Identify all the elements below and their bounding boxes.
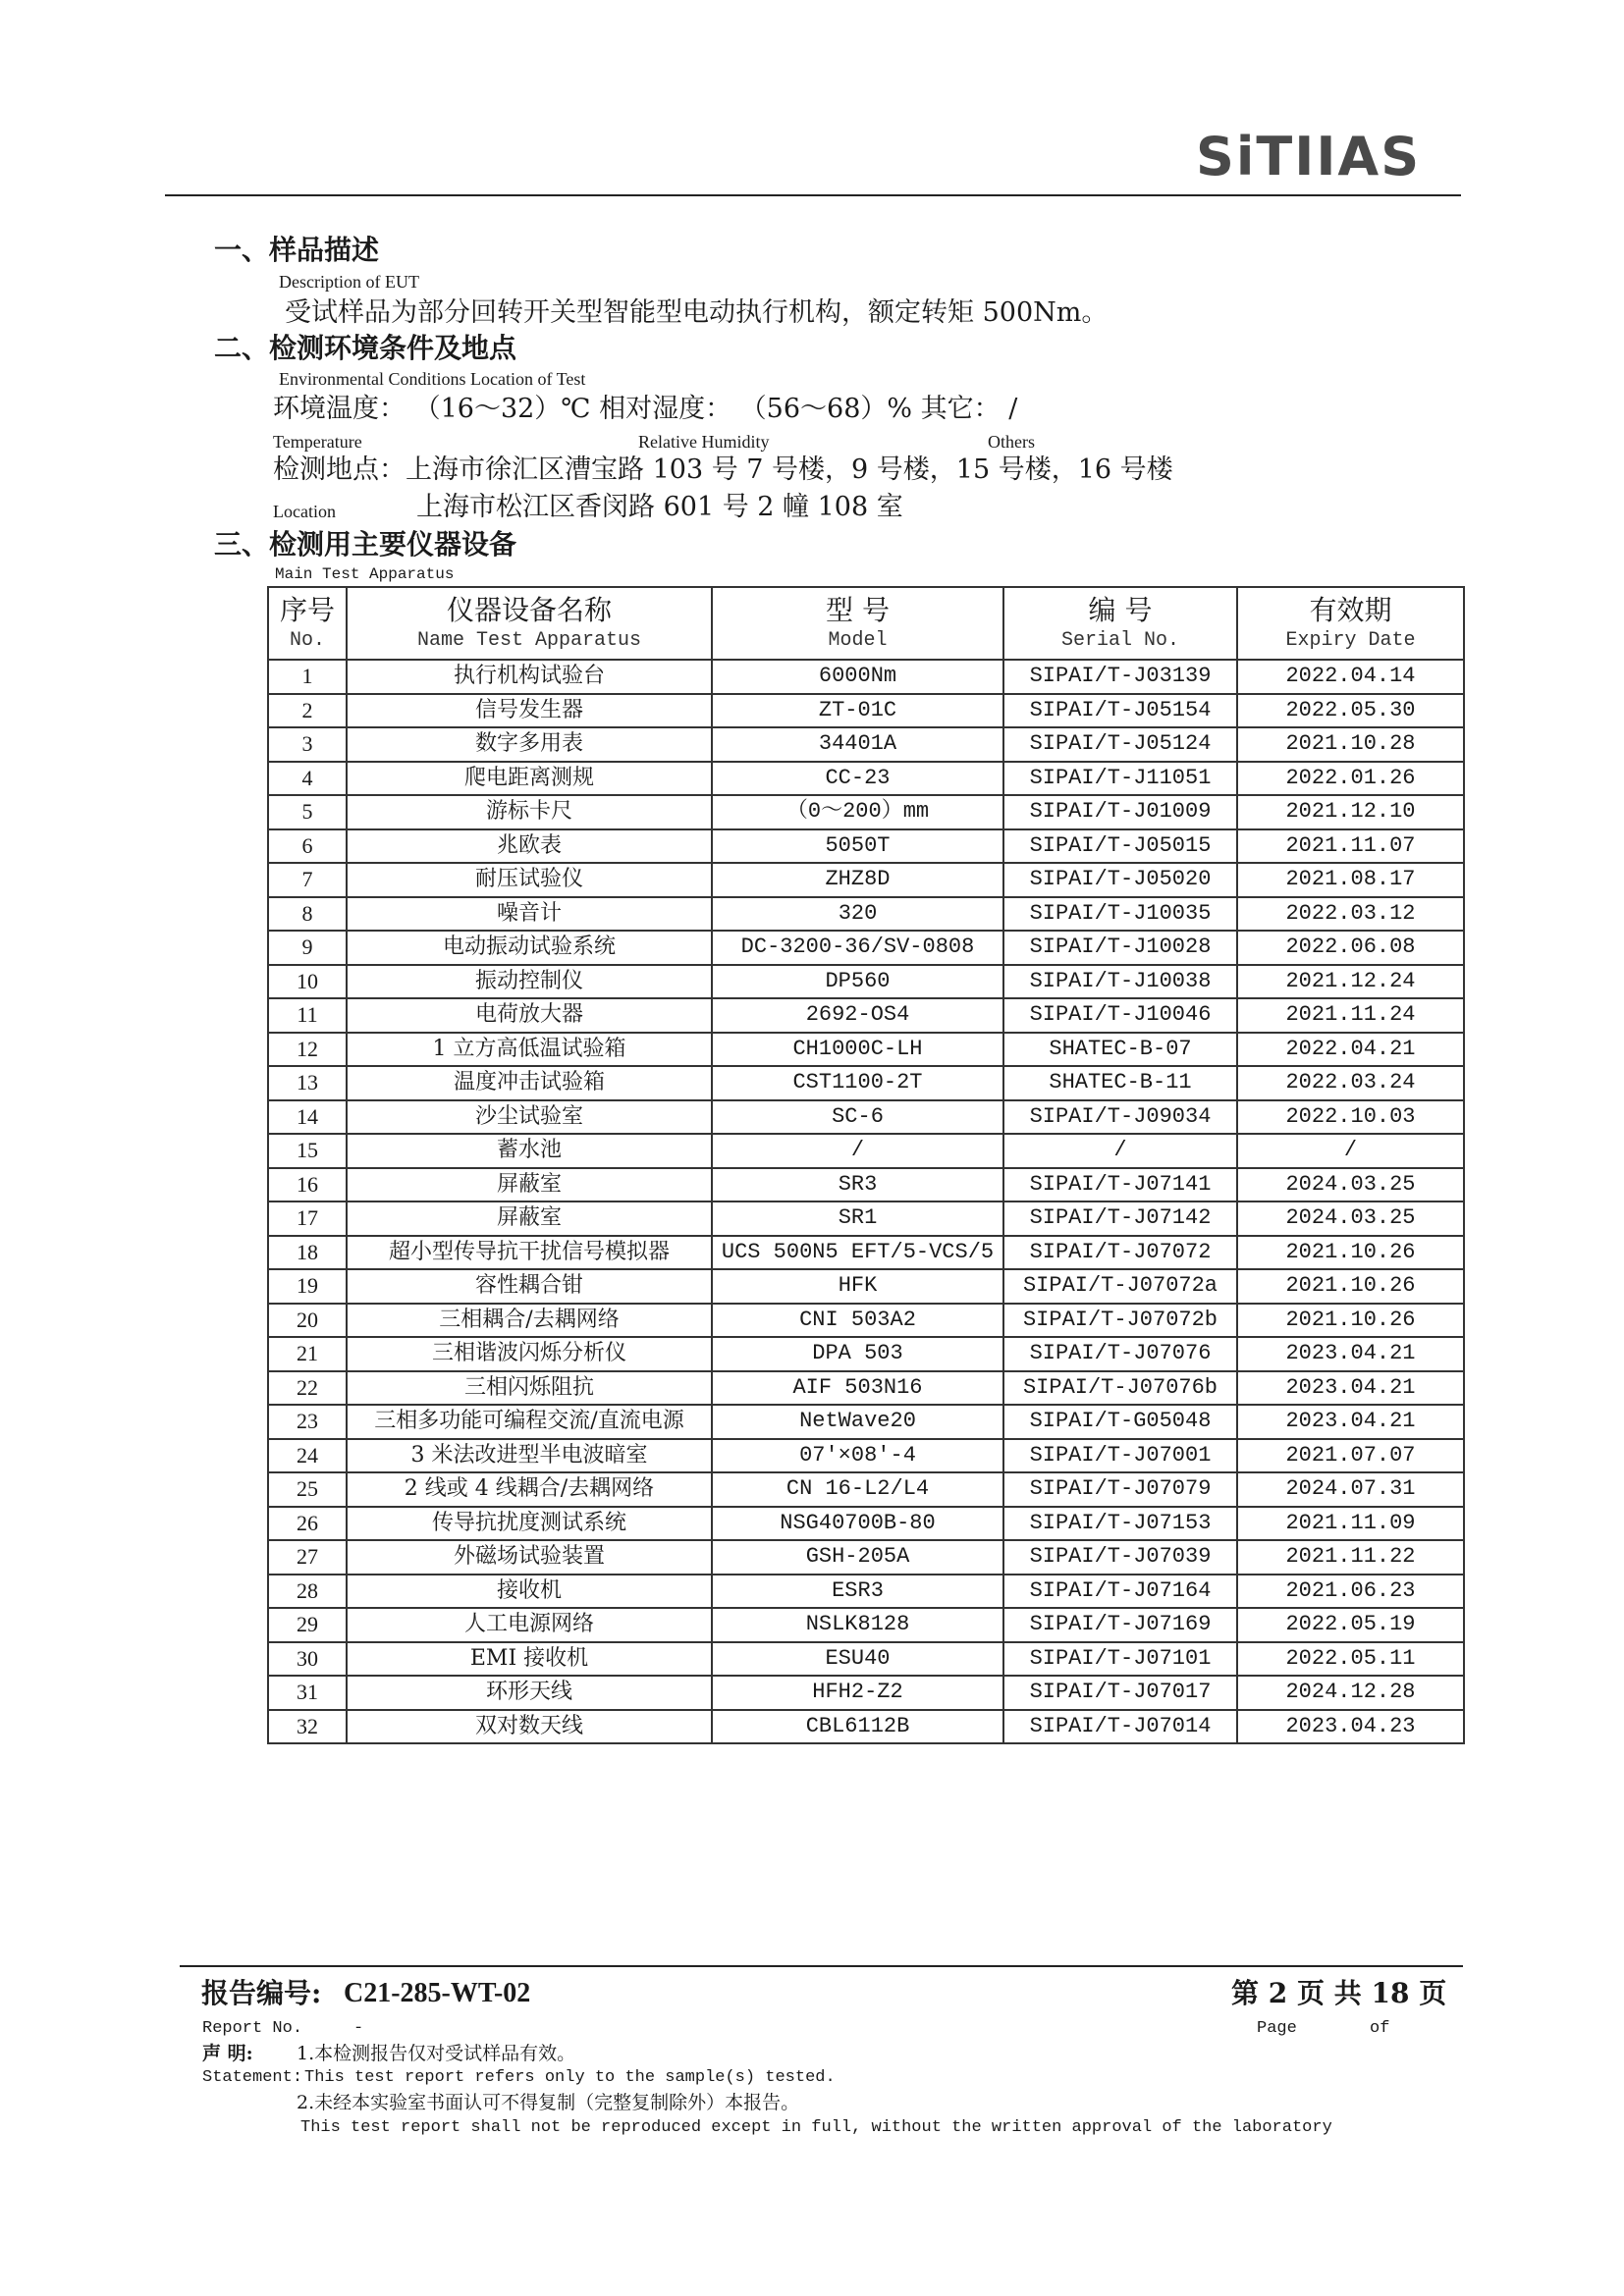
- table-row: [268, 1676, 1464, 1710]
- apparatus-name: 三相耦合/去耦网络: [347, 1304, 712, 1338]
- serial-no: SIPAI/T-J07072: [1003, 1236, 1237, 1270]
- row-no: 21: [268, 1337, 347, 1371]
- statement2-zh: 2.未经本实验室书面认可不得复制（完整复制除外）本报告。: [297, 2092, 800, 2113]
- location-line2: 上海市松江区香闵路 601 号 2 幢 108 室: [416, 492, 903, 522]
- apparatus-name: 接收机: [347, 1575, 712, 1609]
- row-no: 10: [268, 965, 347, 999]
- statement2-en: This test report shall not be reproduced except in full, without the written approval of the laboratory: [300, 2118, 1332, 2137]
- serial-no: SIPAI/T-G05048: [1003, 1405, 1237, 1439]
- humidity-label-en: Relative Humidity: [638, 432, 770, 452]
- serial-no: SIPAI/T-J05124: [1003, 727, 1237, 762]
- apparatus-name: 三相谐波闪烁分析仪: [347, 1337, 712, 1371]
- model: CNI 503A2: [712, 1304, 1003, 1338]
- serial-no: SIPAI/T-J05020: [1003, 863, 1237, 897]
- model: ZT-01C: [712, 694, 1003, 728]
- model: CST1100-2T: [712, 1066, 1003, 1100]
- table-row: [268, 1507, 1464, 1541]
- table-row: [268, 1575, 1464, 1609]
- model: ZHZ8D: [712, 863, 1003, 897]
- apparatus-name: EMI 接收机: [347, 1642, 712, 1677]
- section1-subtitle: Description of EUT: [279, 272, 419, 292]
- serial-no: SIPAI/T-J01009: [1003, 795, 1237, 829]
- table-row: [268, 1168, 1464, 1202]
- serial-no: SIPAI/T-J05154: [1003, 694, 1237, 728]
- expiry-date: 2021.11.22: [1237, 1540, 1464, 1575]
- expiry-date: 2021.11.09: [1237, 1507, 1464, 1541]
- row-no: 13: [268, 1066, 347, 1100]
- expiry-date: 2021.06.23: [1237, 1575, 1464, 1609]
- header-model: 型 号 Model: [712, 587, 1003, 660]
- serial-no: SIPAI/T-J05015: [1003, 829, 1237, 864]
- serial-no: SIPAI/T-J07076: [1003, 1337, 1237, 1371]
- location-label-en: Location: [273, 502, 336, 521]
- expiry-date: 2023.04.21: [1237, 1371, 1464, 1406]
- apparatus-name: 3 米法改进型半电波暗室: [347, 1439, 712, 1473]
- serial-no: SIPAI/T-J10046: [1003, 998, 1237, 1033]
- page-indicator: 第 2 页 共 18 页: [1231, 1977, 1447, 2009]
- table-row: [268, 1201, 1464, 1236]
- table-row: [268, 1642, 1464, 1677]
- page-en: Page: [1257, 2019, 1297, 2038]
- table-row: [268, 1540, 1464, 1575]
- row-no: 31: [268, 1676, 347, 1710]
- serial-no: SIPAI/T-J07039: [1003, 1540, 1237, 1575]
- expiry-date: 2024.03.25: [1237, 1168, 1464, 1202]
- apparatus-name: 爬电距离测规: [347, 762, 712, 796]
- model: /: [712, 1134, 1003, 1168]
- serial-no: SIPAI/T-J07001: [1003, 1439, 1237, 1473]
- report-no: C21-285-WT-02: [344, 1978, 531, 2008]
- row-no: 12: [268, 1033, 347, 1067]
- row-no: 14: [268, 1100, 347, 1135]
- row-no: 9: [268, 931, 347, 965]
- serial-no: SIPAI/T-J07072a: [1003, 1269, 1237, 1304]
- apparatus-name: 超小型传导抗干扰信号模拟器: [347, 1236, 712, 1270]
- apparatus-name: 数字多用表: [347, 727, 712, 762]
- serial-no: SIPAI/T-J07169: [1003, 1608, 1237, 1642]
- table-row: [268, 998, 1464, 1033]
- temperature-label-en: Temperature: [273, 432, 362, 452]
- apparatus-name: 容性耦合钳: [347, 1269, 712, 1304]
- table-row: [268, 1608, 1464, 1642]
- apparatus-name: 三相多功能可编程交流/直流电源: [347, 1405, 712, 1439]
- expiry-date: 2024.07.31: [1237, 1472, 1464, 1507]
- table-row: [268, 1405, 1464, 1439]
- row-no: 5: [268, 795, 347, 829]
- table-row: [268, 1269, 1464, 1304]
- serial-no: SIPAI/T-J07076b: [1003, 1371, 1237, 1406]
- expiry-date: 2021.10.28: [1237, 727, 1464, 762]
- serial-no: SIPAI/T-J10028: [1003, 931, 1237, 965]
- apparatus-name: 游标卡尺: [347, 795, 712, 829]
- expiry-date: 2021.10.26: [1237, 1236, 1464, 1270]
- expiry-date: /: [1237, 1134, 1464, 1168]
- serial-no: SIPAI/T-J07141: [1003, 1168, 1237, 1202]
- section1-title: 一、样品描述: [214, 234, 380, 266]
- row-no: 29: [268, 1608, 347, 1642]
- of-en: of: [1370, 2019, 1390, 2038]
- row-no: 16: [268, 1168, 347, 1202]
- location-line1: 检测地点：上海市徐汇区漕宝路 103 号 7 号楼，9 号楼，15 号楼，16 号楼: [273, 454, 1173, 485]
- table-row: [268, 965, 1464, 999]
- others-label-en: Others: [988, 432, 1035, 452]
- model: 34401A: [712, 727, 1003, 762]
- row-no: 19: [268, 1269, 347, 1304]
- apparatus-name: 电动振动试验系统: [347, 931, 712, 965]
- table-row: [268, 1371, 1464, 1406]
- table-row: [268, 694, 1464, 728]
- row-no: 7: [268, 863, 347, 897]
- model: CN 16-L2/L4: [712, 1472, 1003, 1507]
- statement1-zh: 1.本检测报告仅对受试样品有效。: [297, 2043, 576, 2064]
- row-no: 11: [268, 998, 347, 1033]
- row-no: 18: [268, 1236, 347, 1270]
- expiry-date: 2021.11.07: [1237, 829, 1464, 864]
- row-no: 17: [268, 1201, 347, 1236]
- table-row: [268, 1439, 1464, 1473]
- row-no: 26: [268, 1507, 347, 1541]
- serial-no: SIPAI/T-J11051: [1003, 762, 1237, 796]
- table-row: [268, 660, 1464, 694]
- model: HFH2-Z2: [712, 1676, 1003, 1710]
- expiry-date: 2022.03.12: [1237, 897, 1464, 932]
- model: UCS 500N5 EFT/5-VCS/5: [712, 1236, 1003, 1270]
- model: （0～200）mm: [712, 795, 1003, 829]
- row-no: 27: [268, 1540, 347, 1575]
- model: NSG40700B-80: [712, 1507, 1003, 1541]
- serial-no: SIPAI/T-J07164: [1003, 1575, 1237, 1609]
- serial-no: /: [1003, 1134, 1237, 1168]
- section3-title: 三、检测用主要仪器设备: [214, 528, 517, 561]
- apparatus-name: 传导抗扰度测试系统: [347, 1507, 712, 1541]
- row-no: 20: [268, 1304, 347, 1338]
- serial-no: SIPAI/T-J10038: [1003, 965, 1237, 999]
- header-divider: [165, 194, 1461, 196]
- apparatus-name: 1 立方高低温试验箱: [347, 1033, 712, 1067]
- report-no-en: Report No.: [202, 2019, 303, 2038]
- expiry-date: 2022.03.24: [1237, 1066, 1464, 1100]
- model: CC-23: [712, 762, 1003, 796]
- footer-divider: [180, 1965, 1463, 1967]
- apparatus-name: 外磁场试验装置: [347, 1540, 712, 1575]
- expiry-date: 2022.05.11: [1237, 1642, 1464, 1677]
- model: AIF 503N16: [712, 1371, 1003, 1406]
- expiry-date: 2021.10.26: [1237, 1269, 1464, 1304]
- header-name: 仪器设备名称 Name Test Apparatus: [347, 587, 712, 660]
- statement1-en: This test report refers only to the sample(s) tested.: [304, 2068, 836, 2087]
- table-row: [268, 863, 1464, 897]
- serial-no: SHATEC-B-11: [1003, 1066, 1237, 1100]
- serial-no: SIPAI/T-J07072b: [1003, 1304, 1237, 1338]
- row-no: 24: [268, 1439, 347, 1473]
- row-no: 3: [268, 727, 347, 762]
- model: SC-6: [712, 1100, 1003, 1135]
- apparatus-name: 屏蔽室: [347, 1201, 712, 1236]
- row-no: 30: [268, 1642, 347, 1677]
- environment-line: 环境温度： （16～32）℃ 相对湿度： （56～68）% 其它： /: [273, 394, 1018, 424]
- table-row: [268, 727, 1464, 762]
- serial-no: SIPAI/T-J10035: [1003, 897, 1237, 932]
- apparatus-name: 2 线或 4 线耦合/去耦网络: [347, 1472, 712, 1507]
- apparatus-name: 屏蔽室: [347, 1168, 712, 1202]
- serial-no: SIPAI/T-J07017: [1003, 1676, 1237, 1710]
- report-no-label: 报告编号:: [201, 1977, 322, 2009]
- model: HFK: [712, 1269, 1003, 1304]
- row-no: 22: [268, 1371, 347, 1406]
- row-no: 6: [268, 829, 347, 864]
- table-row: [268, 762, 1464, 796]
- row-no: 25: [268, 1472, 347, 1507]
- serial-no: SIPAI/T-J07142: [1003, 1201, 1237, 1236]
- row-no: 28: [268, 1575, 347, 1609]
- model: SR3: [712, 1168, 1003, 1202]
- expiry-date: 2022.05.30: [1237, 694, 1464, 728]
- serial-no: SHATEC-B-07: [1003, 1033, 1237, 1067]
- serial-no: SIPAI/T-J07153: [1003, 1507, 1237, 1541]
- expiry-date: 2023.04.21: [1237, 1405, 1464, 1439]
- expiry-date: 2022.10.03: [1237, 1100, 1464, 1135]
- row-no: 23: [268, 1405, 347, 1439]
- table-row: [268, 1100, 1464, 1135]
- model: DP560: [712, 965, 1003, 999]
- row-no: 4: [268, 762, 347, 796]
- apparatus-name: 温度冲击试验箱: [347, 1066, 712, 1100]
- table-row: [268, 829, 1464, 864]
- expiry-date: 2022.05.19: [1237, 1608, 1464, 1642]
- apparatus-name: 电荷放大器: [347, 998, 712, 1033]
- expiry-date: 2022.04.14: [1237, 660, 1464, 694]
- table-row: [268, 795, 1464, 829]
- table-row: [268, 1134, 1464, 1168]
- serial-no: SIPAI/T-J03139: [1003, 660, 1237, 694]
- expiry-date: 2021.07.07: [1237, 1439, 1464, 1473]
- model: DPA 503: [712, 1337, 1003, 1371]
- model: 320: [712, 897, 1003, 932]
- model: 6000Nm: [712, 660, 1003, 694]
- model: NetWave20: [712, 1405, 1003, 1439]
- company-logo: SiTIIAS: [1196, 126, 1422, 187]
- apparatus-name: 耐压试验仪: [347, 863, 712, 897]
- model: ESR3: [712, 1575, 1003, 1609]
- model: 07'×08'-4: [712, 1439, 1003, 1473]
- header-serial: 编 号 Serial No.: [1003, 587, 1237, 660]
- apparatus-name: 人工电源网络: [347, 1608, 712, 1642]
- table-row: [268, 1472, 1464, 1507]
- serial-no: SIPAI/T-J07101: [1003, 1642, 1237, 1677]
- model: DC-3200-36/SV-0808: [712, 931, 1003, 965]
- section1-text: 受试样品为部分回转开关型智能型电动执行机构，额定转矩 500Nm。: [285, 297, 1109, 328]
- expiry-date: 2022.01.26: [1237, 762, 1464, 796]
- row-no: 32: [268, 1710, 347, 1744]
- apparatus-name: 沙尘试验室: [347, 1100, 712, 1135]
- statement-en-label: Statement:: [202, 2068, 303, 2087]
- model: CH1000C-LH: [712, 1033, 1003, 1067]
- model: GSH-205A: [712, 1540, 1003, 1575]
- apparatus-name: 信号发生器: [347, 694, 712, 728]
- serial-no: SIPAI/T-J09034: [1003, 1100, 1237, 1135]
- apparatus-table: [267, 586, 1465, 1744]
- table-row: [268, 931, 1464, 965]
- model: NSLK8128: [712, 1608, 1003, 1642]
- apparatus-name: 三相闪烁阻抗: [347, 1371, 712, 1406]
- report-no-dash: -: [353, 2019, 364, 2038]
- section3-subtitle: Main Test Apparatus: [275, 565, 455, 583]
- row-no: 2: [268, 694, 347, 728]
- model: 2692-OS4: [712, 998, 1003, 1033]
- apparatus-name: 兆欧表: [347, 829, 712, 864]
- section2-subtitle: Environmental Conditions Location of Test: [279, 369, 586, 389]
- expiry-date: 2024.12.28: [1237, 1676, 1464, 1710]
- model: ESU40: [712, 1642, 1003, 1677]
- model: CBL6112B: [712, 1710, 1003, 1744]
- expiry-date: 2023.04.21: [1237, 1337, 1464, 1371]
- statement-label: 声 明:: [202, 2043, 253, 2064]
- expiry-date: 2022.06.08: [1237, 931, 1464, 965]
- expiry-date: 2022.04.21: [1237, 1033, 1464, 1067]
- serial-no: SIPAI/T-J07014: [1003, 1710, 1237, 1744]
- model: 5050T: [712, 829, 1003, 864]
- table-row: [268, 897, 1464, 932]
- table-row: [268, 1033, 1464, 1067]
- model: SR1: [712, 1201, 1003, 1236]
- table-row: [268, 1710, 1464, 1744]
- expiry-date: 2021.11.24: [1237, 998, 1464, 1033]
- table-row: [268, 1337, 1464, 1371]
- serial-no: SIPAI/T-J07079: [1003, 1472, 1237, 1507]
- section2-title: 二、检测环境条件及地点: [214, 332, 517, 364]
- table-row: [268, 1066, 1464, 1100]
- table-row: [268, 1304, 1464, 1338]
- expiry-date: 2021.08.17: [1237, 863, 1464, 897]
- header-expiry: 有效期 Expiry Date: [1237, 587, 1464, 660]
- table-row: [268, 1236, 1464, 1270]
- header-no: 序号 No.: [268, 587, 347, 660]
- row-no: 15: [268, 1134, 347, 1168]
- expiry-date: 2021.10.26: [1237, 1304, 1464, 1338]
- apparatus-name: 执行机构试验台: [347, 660, 712, 694]
- expiry-date: 2023.04.23: [1237, 1710, 1464, 1744]
- table-header-row: [268, 587, 1464, 660]
- expiry-date: 2021.12.10: [1237, 795, 1464, 829]
- expiry-date: 2021.12.24: [1237, 965, 1464, 999]
- apparatus-name: 双对数天线: [347, 1710, 712, 1744]
- row-no: 8: [268, 897, 347, 932]
- apparatus-name: 蓄水池: [347, 1134, 712, 1168]
- expiry-date: 2024.03.25: [1237, 1201, 1464, 1236]
- apparatus-name: 环形天线: [347, 1676, 712, 1710]
- row-no: 1: [268, 660, 347, 694]
- apparatus-name: 噪音计: [347, 897, 712, 932]
- apparatus-name: 振动控制仪: [347, 965, 712, 999]
